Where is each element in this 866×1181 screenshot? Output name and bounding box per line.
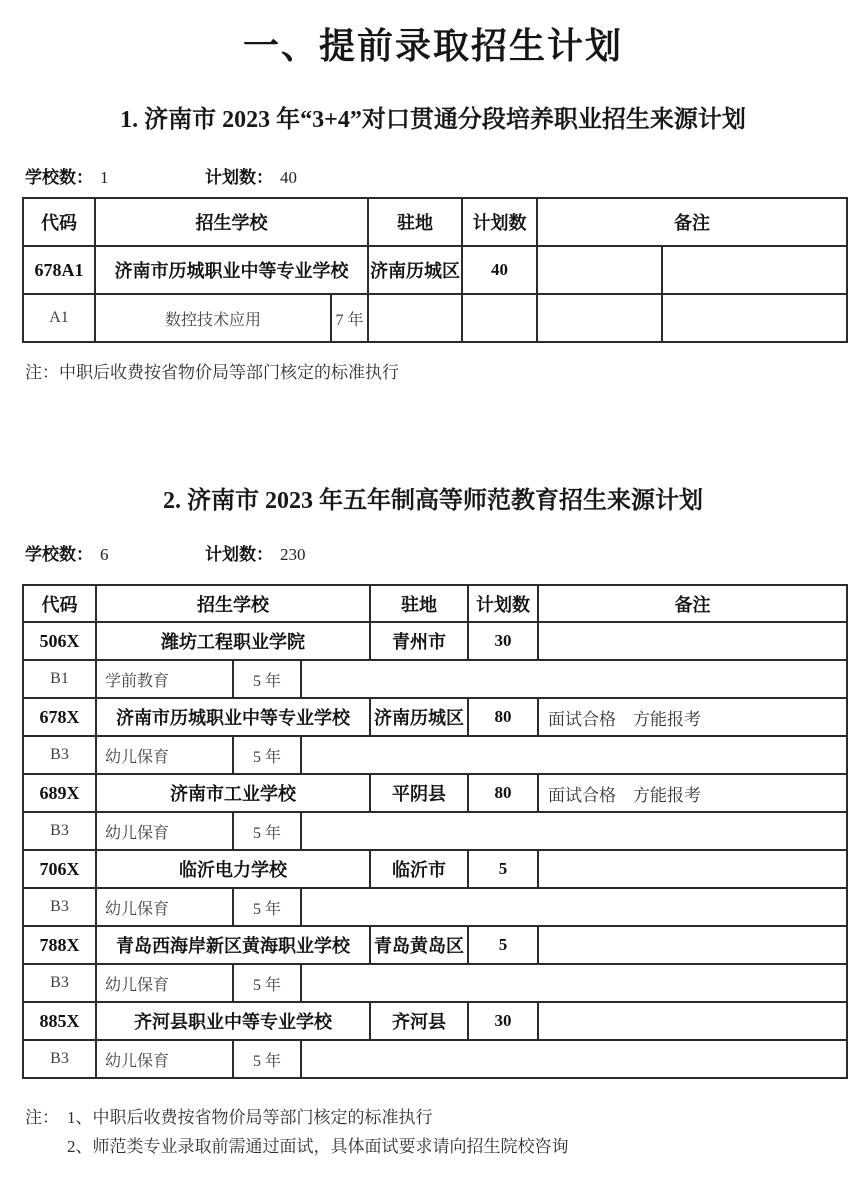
cell-major-code: B3	[23, 964, 96, 1002]
cell-plan-count: 80	[468, 698, 538, 736]
cell-major-years: 5 年	[233, 888, 301, 926]
table2-major-row	[23, 964, 847, 1002]
cell-empty-rest	[301, 1040, 847, 1078]
cell-remark: 面试合格 方能报考	[538, 698, 847, 736]
cell-major-name: 幼儿保育	[96, 964, 233, 1002]
cell-remark-empty	[537, 294, 662, 342]
table2-header-row	[23, 585, 847, 622]
cell-major-name: 幼儿保育	[96, 888, 233, 926]
table2-school-row	[23, 850, 847, 888]
section2-stats	[25, 540, 866, 564]
notes-label: 注：	[25, 1108, 59, 1127]
cell-remark	[538, 1002, 847, 1040]
cell-major-name: 幼儿保育	[96, 1040, 233, 1078]
enrollment-table-1	[22, 197, 848, 343]
cell-major-code: B3	[23, 888, 96, 926]
cell-school-code: 706X	[23, 850, 96, 888]
cell-remark	[537, 246, 662, 294]
plans-count-label: 计划数：	[205, 168, 273, 187]
cell-location: 齐河县	[370, 1002, 468, 1040]
cell-remark	[538, 622, 847, 660]
cell-empty-rest	[301, 660, 847, 698]
cell-location-empty	[368, 294, 462, 342]
cell-remark-extra-empty	[662, 294, 847, 342]
table2-school-row	[23, 1002, 847, 1040]
header-cell-school: 招生学校	[95, 198, 368, 246]
table2-major-row	[23, 888, 847, 926]
cell-school-name: 潍坊工程职业学院	[96, 622, 370, 660]
plans-count-value: 40	[280, 168, 297, 187]
header-cell-location: 驻地	[368, 198, 462, 246]
cell-school-code: 678X	[23, 698, 96, 736]
cell-plan-empty	[462, 294, 537, 342]
cell-empty-rest	[301, 964, 847, 1002]
table2-school-row	[23, 774, 847, 812]
cell-major-years: 5 年	[233, 964, 301, 1002]
main-title: 一、提前录取招生计划	[242, 26, 623, 66]
cell-location: 济南历城区	[370, 698, 468, 736]
cell-plan-count: 40	[462, 246, 537, 294]
cell-major-years: 5 年	[233, 812, 301, 850]
cell-location: 平阴县	[370, 774, 468, 812]
cell-location: 青岛黄岛区	[370, 926, 468, 964]
table2-major-row	[23, 812, 847, 850]
enrollment-table-2	[22, 584, 848, 1079]
cell-location: 青州市	[370, 622, 468, 660]
cell-empty-rest	[301, 736, 847, 774]
cell-school-name: 临沂电力学校	[96, 850, 370, 888]
cell-major-name: 数控技术应用	[95, 294, 331, 342]
cell-school-name: 济南市历城职业中等专业学校	[95, 246, 368, 294]
cell-major-code: B3	[23, 812, 96, 850]
header-cell-remark: 备注	[537, 198, 847, 246]
section2-title: 2. 济南市 2023 年五年制高等师范教育招生来源计划	[163, 488, 703, 514]
notes-items	[67, 1103, 569, 1161]
schools-count-value: 6	[100, 545, 109, 564]
cell-major-name: 学前教育	[96, 660, 233, 698]
cell-major-years: 5 年	[233, 660, 301, 698]
cell-plan-count: 80	[468, 774, 538, 812]
table1-header-row	[23, 198, 847, 246]
plans-count	[205, 163, 297, 188]
cell-school-code: 678A1	[23, 246, 95, 294]
plans-count	[205, 540, 306, 565]
header-cell-location: 驻地	[370, 585, 468, 622]
cell-empty-rest	[301, 812, 847, 850]
cell-location: 临沂市	[370, 850, 468, 888]
table1-major-row	[23, 294, 847, 342]
cell-school-name: 青岛西海岸新区黄海职业学校	[96, 926, 370, 964]
cell-plan-count: 30	[468, 622, 538, 660]
cell-school-code: 506X	[23, 622, 96, 660]
cell-location: 济南历城区	[368, 246, 462, 294]
cell-school-code: 885X	[23, 1002, 96, 1040]
header-cell-code: 代码	[23, 585, 96, 622]
table2-school-row	[23, 622, 847, 660]
header-cell-plan: 计划数	[462, 198, 537, 246]
cell-school-code: 788X	[23, 926, 96, 964]
header-cell-remark: 备注	[538, 585, 847, 622]
table1-school-row	[23, 246, 847, 294]
schools-count-value: 1	[100, 168, 109, 187]
table2-school-row	[23, 926, 847, 964]
section1-stats	[25, 163, 866, 187]
cell-major-code: B1	[23, 660, 96, 698]
cell-plan-count: 5	[468, 850, 538, 888]
cell-major-code: A1	[23, 294, 95, 342]
cell-major-code: B3	[23, 736, 96, 774]
cell-major-years: 5 年	[233, 1040, 301, 1078]
section1-title: 1. 济南市 2023 年“3+4”对口贯通分段培养职业招生来源计划	[120, 107, 746, 133]
cell-school-name: 齐河县职业中等专业学校	[96, 1002, 370, 1040]
schools-count-label: 学校数：	[25, 168, 93, 187]
section2-notes	[25, 1103, 866, 1161]
cell-major-name: 幼儿保育	[96, 812, 233, 850]
schools-count	[25, 540, 109, 565]
table1-note: 注：中职后收费按省物价局等部门核定的标准执行	[25, 363, 399, 382]
table2-school-row	[23, 698, 847, 736]
cell-remark-extra	[662, 246, 847, 294]
header-cell-code: 代码	[23, 198, 95, 246]
header-cell-school: 招生学校	[96, 585, 370, 622]
note-item: 2、师范类专业录取前需通过面试，具体面试要求请向招生院校咨询	[67, 1137, 569, 1156]
cell-school-code: 689X	[23, 774, 96, 812]
cell-plan-count: 5	[468, 926, 538, 964]
cell-remark	[538, 850, 847, 888]
note-item: 1、中职后收费按省物价局等部门核定的标准执行	[67, 1108, 433, 1127]
schools-count	[25, 163, 109, 188]
table2-major-row	[23, 1040, 847, 1078]
cell-major-name: 幼儿保育	[96, 736, 233, 774]
cell-remark	[538, 926, 847, 964]
header-cell-plan: 计划数	[468, 585, 538, 622]
cell-school-name: 济南市历城职业中等专业学校	[96, 698, 370, 736]
plans-count-value: 230	[280, 545, 306, 564]
cell-major-years: 5 年	[233, 736, 301, 774]
table2-major-row	[23, 736, 847, 774]
cell-plan-count: 30	[468, 1002, 538, 1040]
cell-major-code: B3	[23, 1040, 96, 1078]
cell-remark: 面试合格 方能报考	[538, 774, 847, 812]
table2-major-row	[23, 660, 847, 698]
cell-empty-rest	[301, 888, 847, 926]
cell-major-years: 7 年	[331, 294, 368, 342]
plans-count-label: 计划数：	[205, 545, 273, 564]
schools-count-label: 学校数：	[25, 545, 93, 564]
cell-school-name: 济南市工业学校	[96, 774, 370, 812]
